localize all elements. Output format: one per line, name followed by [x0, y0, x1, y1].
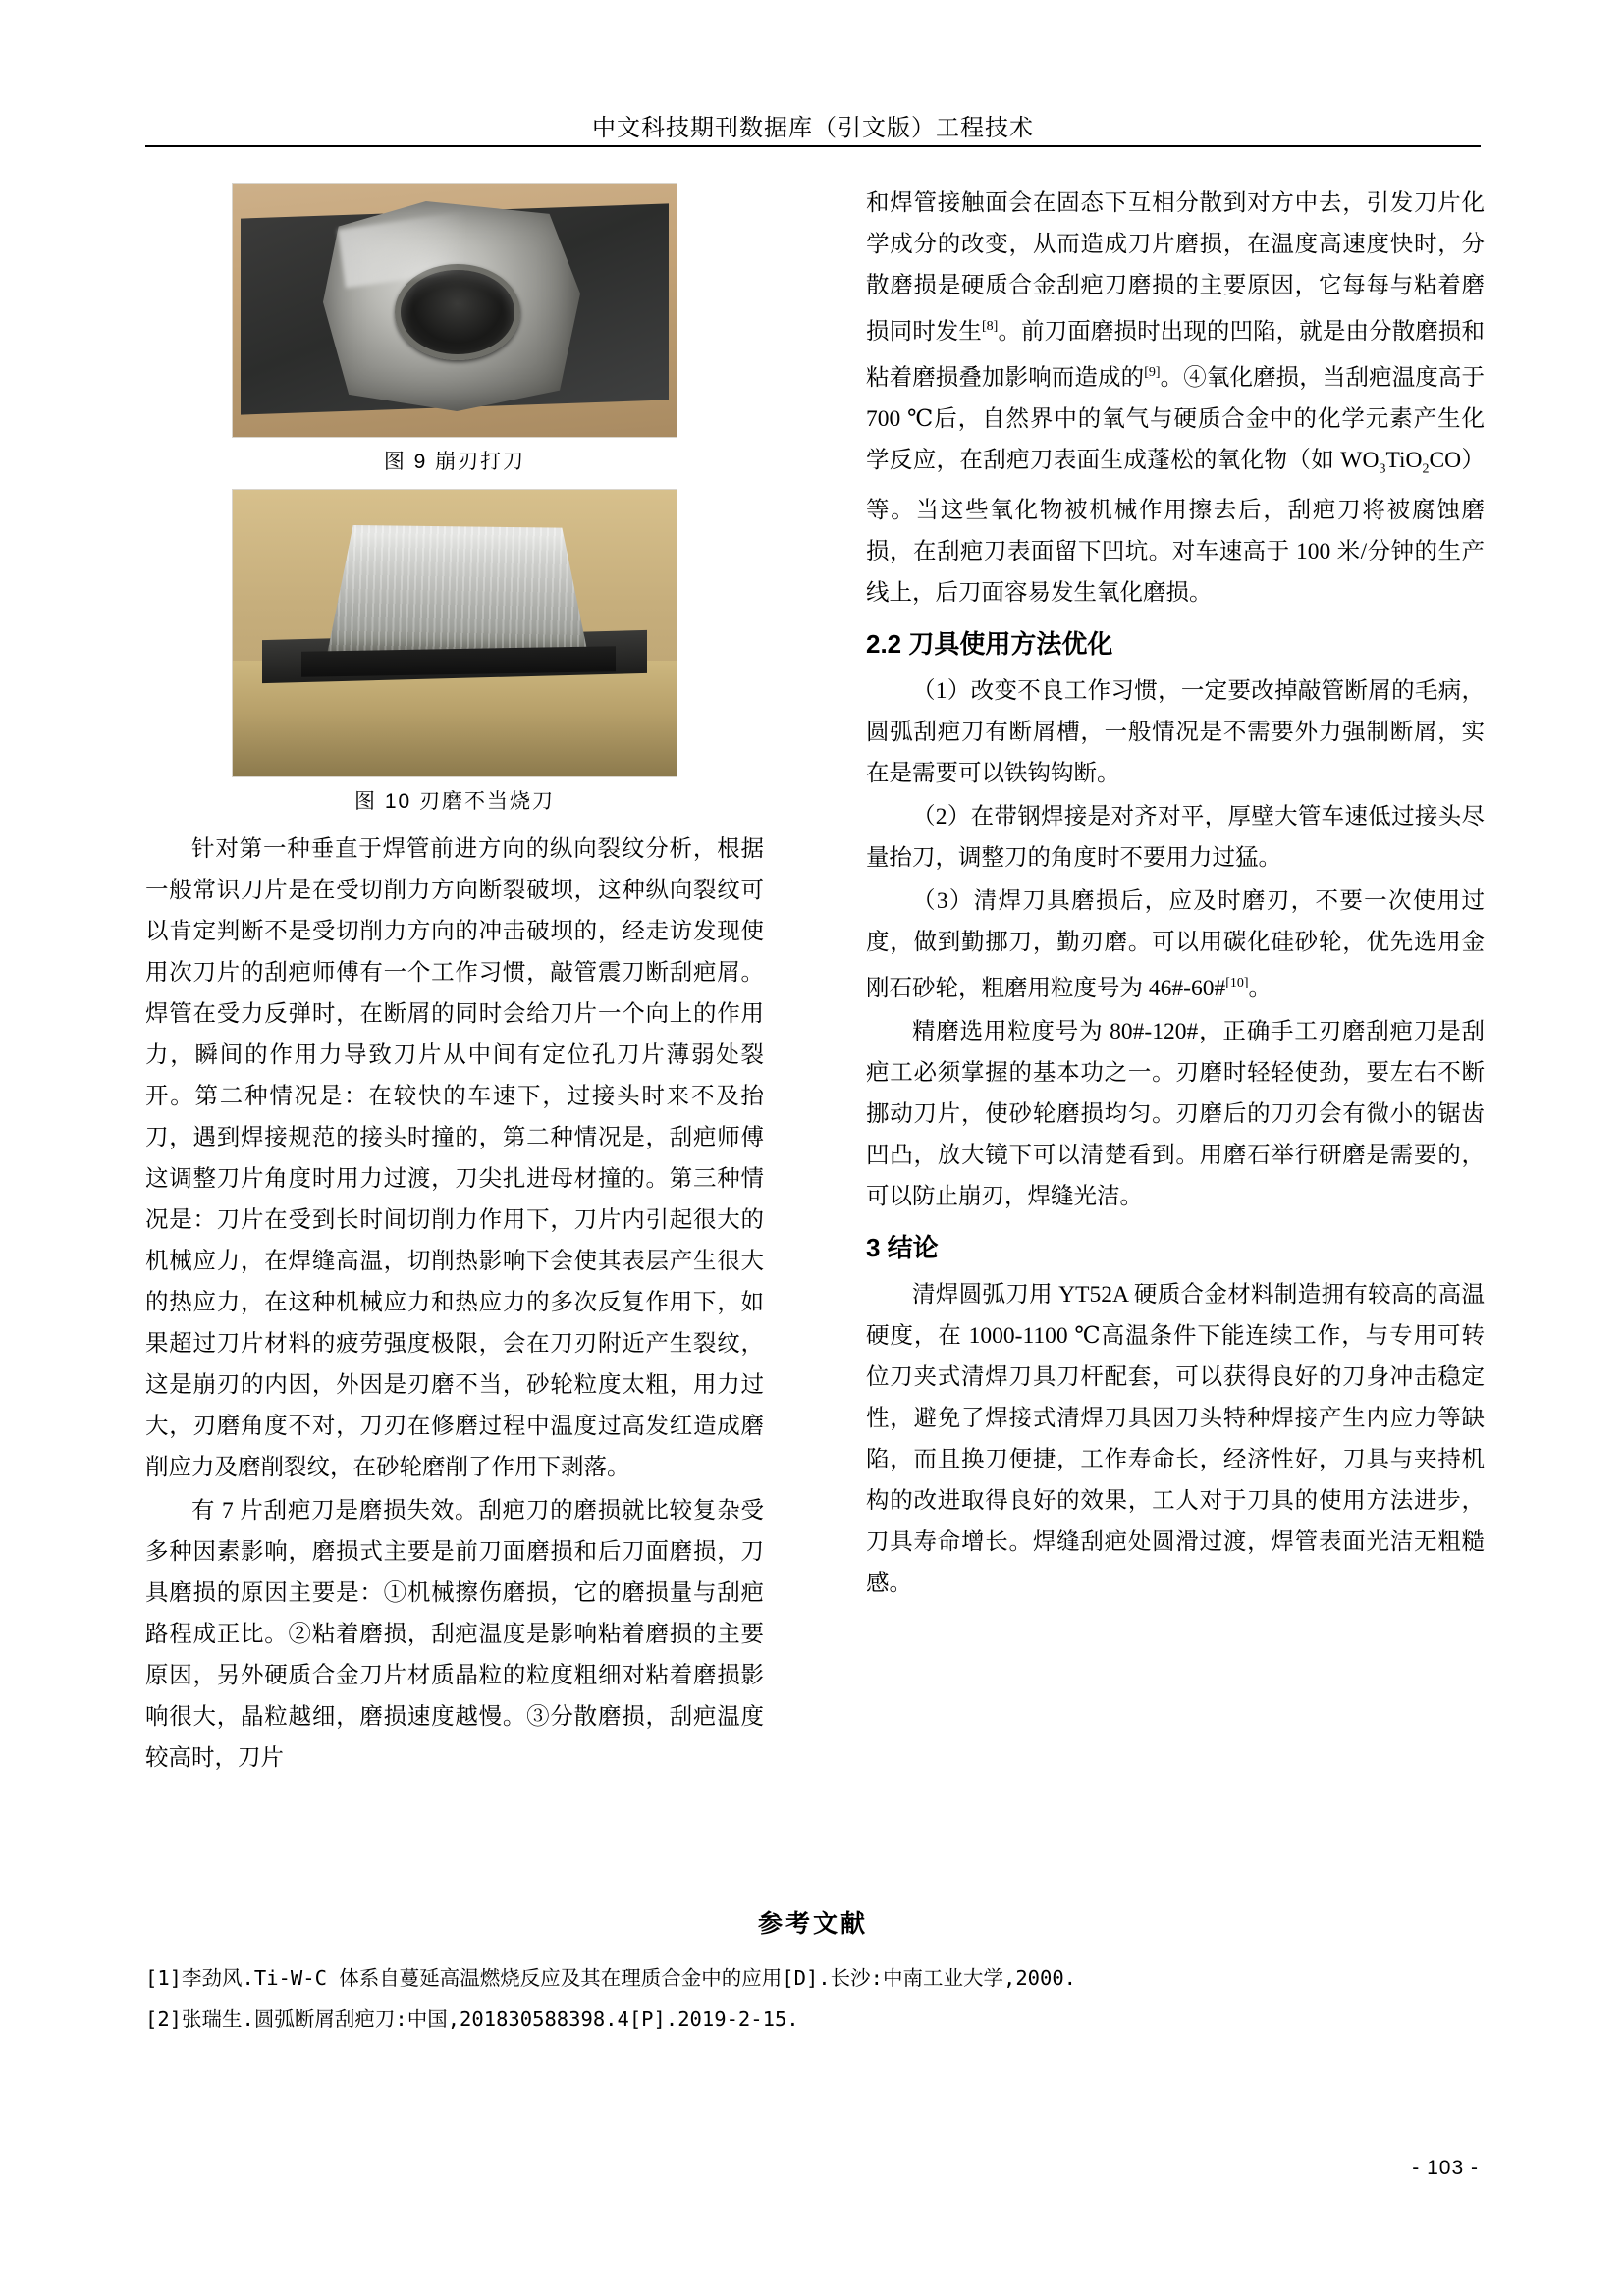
right-paragraph-continued — [866, 183, 1485, 614]
figure-10-caption: 图 10 刃磨不当烧刀 — [353, 790, 556, 813]
figure-9-caption: 图 9 崩刃打刀 — [383, 451, 526, 473]
header-divider — [145, 145, 1481, 147]
figure-10 — [145, 489, 764, 815]
citation-9: [9] — [1144, 364, 1161, 380]
formula-subscript-2: 2 — [1422, 461, 1430, 477]
page-number: - 103 - — [1412, 2157, 1479, 2179]
right-para-text-d: TiO — [1385, 447, 1423, 473]
left-column — [145, 183, 764, 1781]
left-paragraph-2: 有 7 片刮疤刀是磨损失效。刮疤刀的磨损就比较复杂受多种因素影响，磨损式主要是前刀面磨损和后刀面磨损，刀具磨损的原因主要是：①机械擦伤磨损，它的磨损量与刮疤路程成正比。②粘着磨损，刮疤温度是影响粘着磨损的主要原因，另外硬质合金刀片材质晶粒的粒度粗细对粘着磨损影响很大，晶粒越细，磨损速度越慢。③分散磨损，刮疤温度较高时，刀片 — [145, 1498, 764, 1771]
section-heading-2-2: 2.2 刀具使用方法优化 — [866, 629, 1113, 660]
section-heading-3: 3 结论 — [866, 1233, 939, 1263]
figure-9-image — [232, 183, 677, 438]
right-para-text-c: 。④氧化磨损，当刮疤温度高于 700 ℃后，自然界中的氧气与硬质合金中的化学元素产生化学反应，在刮疤刀表面生成蓬松的氧化物（如 WO — [866, 364, 1486, 473]
formula-subscript-3: 3 — [1379, 461, 1386, 477]
left-paragraph-1: 针对第一种垂直于焊管前进方向的纵向裂纹分析，根据一般常识刀片是在受切削力方向断裂破坝，这种纵向裂纹可以肯定判断不是受切削力方向的冲击破坝的，经走访发现使用次刀片的刮疤师傅有一个工作习惯，敲管震刀断刮疤屑。焊管在受力反弹时，在断屑的同时会给刀片一个向上的作用力，瞬间的作用力导致刀片从中间有定位孔刀片薄弱处裂开。第二种情况是：在较快的车速下，过接头时来不及抬刀，遇到焊接规范的接头时撞的，第二种情况是，刮疤师傅这调整刀片角度时用力过渡，刀尖扎进母材撞的。第三种情况是：刀片在受到长时间切削力作用下，刀片内引起很大的机械应力，在焊缝高温，切削热影响下会使其表层产生很大的热应力，在这种机械应力和热应力的多次反复作用下，如果超过刀片材料的疲劳强度极限，会在刀刃附近产生裂纹，这是崩刃的内因，外因是刃磨不当，砂轮粒度太粗，用力过大，刃磨角度不对，刀刃在修磨过程中温度过高发红造成磨削应力及磨削裂纹，在砂轮磨削了作用下剥落。 — [145, 836, 764, 1480]
reference-item: [2]张瑞生.圆弧断屑刮疤刀:中国,201830588398.4[P].2019-2-15. — [145, 2007, 799, 2031]
right-para-text-e: CO）等。当这些氧化物被机械作用擦去后，刮疤刀将被腐蚀磨损，在刮疤刀表面留下凹坑。对车速高于 100 米/分钟的生产线上，后刀面容易发生氧化磨损。 — [866, 447, 1485, 607]
figure-9 — [145, 183, 764, 475]
right-column — [866, 183, 1485, 1606]
para-3-suffix: 。 — [1248, 976, 1272, 1002]
body-columns — [145, 183, 1485, 1851]
figure-10-image — [232, 489, 677, 777]
section-2-2-paragraph-2: （2）在带钢焊接是对齐对平，厚壁大管车速低过接头尽量抬刀，调整刀的角度时不要用力过猛。 — [866, 804, 1485, 872]
conclusion-paragraph: 清焊圆弧刀用 YT52A 硬质合金材料制造拥有较高的高温硬度，在 1000-1100 ℃高温条件下能连续工作，与专用可转位刀夹式清焊刀具刀杆配套，可以获得良好的刀身冲击稳定性，避免了焊接式清焊刀具因刀头特种焊接产生内应力等缺陷，而且换刀便捷，工作寿命长，经济性好，刀具与夹持机构的改进取得良好的效果，工人对于刀具的使用方法进步，刀具寿命增长。焊缝刮疤处圆滑过渡，焊管表面光洁无粗糙感。 — [866, 1282, 1485, 1597]
section-2-2-paragraph-4: 精磨选用粒度号为 80#-120#，正确手工刃磨刮疤刀是刮疤工必须掌握的基本功之一。刃磨时轻轻使劲，要左右不断挪动刀片，使砂轮磨损均匀。刃磨后的刀刃会有微小的锯齿凹凸，放大镜下可以清楚看到。用磨石举行研磨是需要的，可以防止崩刃，焊缝光洁。 — [866, 1019, 1485, 1210]
page-header: 中文科技期刊数据库（引文版）工程技术 — [592, 115, 1034, 141]
citation-8: [8] — [982, 319, 999, 334]
references-section — [145, 1904, 1481, 2040]
section-2-2-paragraph-3 — [866, 881, 1485, 1009]
right-para-text-a: 和焊管接触面会在固态下互相分散到对方中去，引发刀片化学成分的改变，从而造成刀片磨损，在温度高速度快时，分散磨损是硬质合金刮疤刀磨损的主要原因，它每每与粘着磨损同时发生 — [866, 190, 1485, 345]
right-para-text-b: 。前刀面磨损时出现的凹陷，就是由分散磨损和粘着磨损叠加影响而造成的 — [866, 318, 1486, 391]
references-title: 参考文献 — [757, 1910, 868, 1938]
para-3-prefix: （3）清焊刀具磨损后，应及时磨刃，不要一次使用过度，做到勤挪刀，勤刃磨。可以用碳化硅砂轮，优先选用金刚石砂轮，粗磨用粒度号为 46#-60# — [866, 888, 1485, 1002]
section-2-2-paragraph-1: （1）改变不良工作习惯，一定要改掉敲管断屑的毛病，圆弧刮疤刀有断屑槽，一般情况是不需要外力强制断屑，实在是需要可以铁钩钩断。 — [866, 678, 1485, 787]
citation-10: [10] — [1225, 976, 1249, 991]
reference-item: [1]李劲风.Ti-W-C 体系自蔓延高温燃烧反应及其在理质合金中的应用[D].长沙:中南工业大学,2000. — [145, 1966, 1077, 1990]
